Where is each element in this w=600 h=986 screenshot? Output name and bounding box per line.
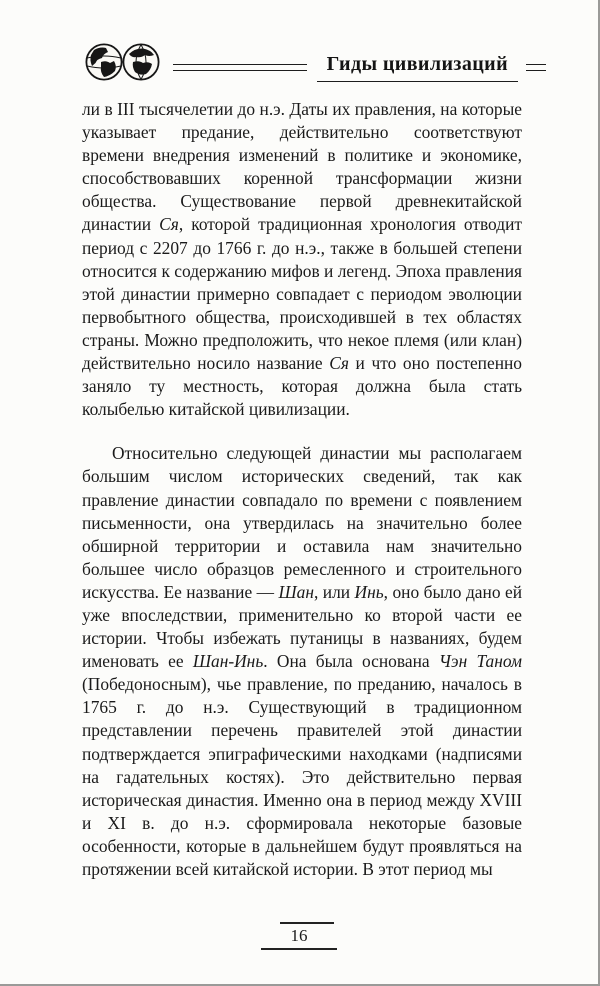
- italic-term: Инь: [354, 581, 384, 602]
- footer-rule-bottom: [261, 948, 337, 950]
- italic-term: Шан-Инь: [192, 651, 264, 672]
- header-title: Гиды цивилизаций: [326, 53, 508, 75]
- globe-western-hemisphere-icon: [84, 42, 124, 82]
- text-run: . Она была основана: [263, 651, 439, 672]
- text-run: и что оно постепенно заняло ту местность, которая должна была стать колыбелью китайской цивилизации.: [82, 353, 523, 420]
- globe-icons: [84, 42, 161, 82]
- header-rule-right: [526, 64, 546, 71]
- page-number: 16: [290, 926, 308, 946]
- page-body: [82, 98, 522, 881]
- page-header: [84, 36, 546, 82]
- footer-rule-top: [280, 922, 334, 924]
- italic-term: Шан: [278, 581, 314, 602]
- italic-term: Ся: [159, 214, 179, 235]
- italic-term: Чэн Таном: [438, 651, 523, 672]
- page-footer: [0, 922, 598, 950]
- text-run: , которой традиционная хронология отводит период с 2207 до 1766 г. до н.э., также в большей степени относится к содержанию мифов и легенд. Эпоха правления этой династии примерно совпадает с периодом эволюции первобытного общества, происходившей в тех областях страны. Можно предположить, что некое племя (или клан) действительно носило название: [82, 214, 522, 374]
- header-rule-left: [173, 64, 307, 71]
- text-run: ли в III тысячелетии до н.э. Даты их правления, на которые указывает предание, действительно соответствуют времени внедрения изменений в политике и экономике, способствовавших коренной трансформации жизни общества. Существование первой древнекитайской династии: [82, 99, 522, 235]
- text-run: , оно было дано ей уже впоследствии, применительно ко второй части ее истории. Чтобы избежать путаницы в названиях, будем именовать ее: [82, 581, 523, 672]
- paragraph: [82, 442, 522, 881]
- text-run: (Победоносным), чье правление, по преданию, началось в 1765 г. до н.э. Существующий в традиционном представлении перечень правителей этой династии подтверждается эпиграфическими находками (надписями на гадательных костях). Это действительно первая историческая династия. Именно она в период между XVIII и XI в. до н.э. сформировала некоторые базовые особенности, которые в дальнейшем будут проявляться на протяжении всей китайской истории. В этот период мы: [82, 674, 522, 879]
- italic-term: Ся: [329, 353, 349, 374]
- header-title-block: [317, 53, 518, 82]
- globe-eastern-hemisphere-icon: [121, 42, 161, 82]
- paragraph: [82, 98, 522, 421]
- text-run: , или: [313, 581, 355, 602]
- text-run: Относительно следующей династии мы располагаем большим числом исторических сведений, так как правление династии совпадало по времени с появлением письменности, она утвердилась на значительно более обширной территории и оставила нам значительно большее число образцов ремесленного и строительного искусства. Ее название —: [82, 443, 522, 602]
